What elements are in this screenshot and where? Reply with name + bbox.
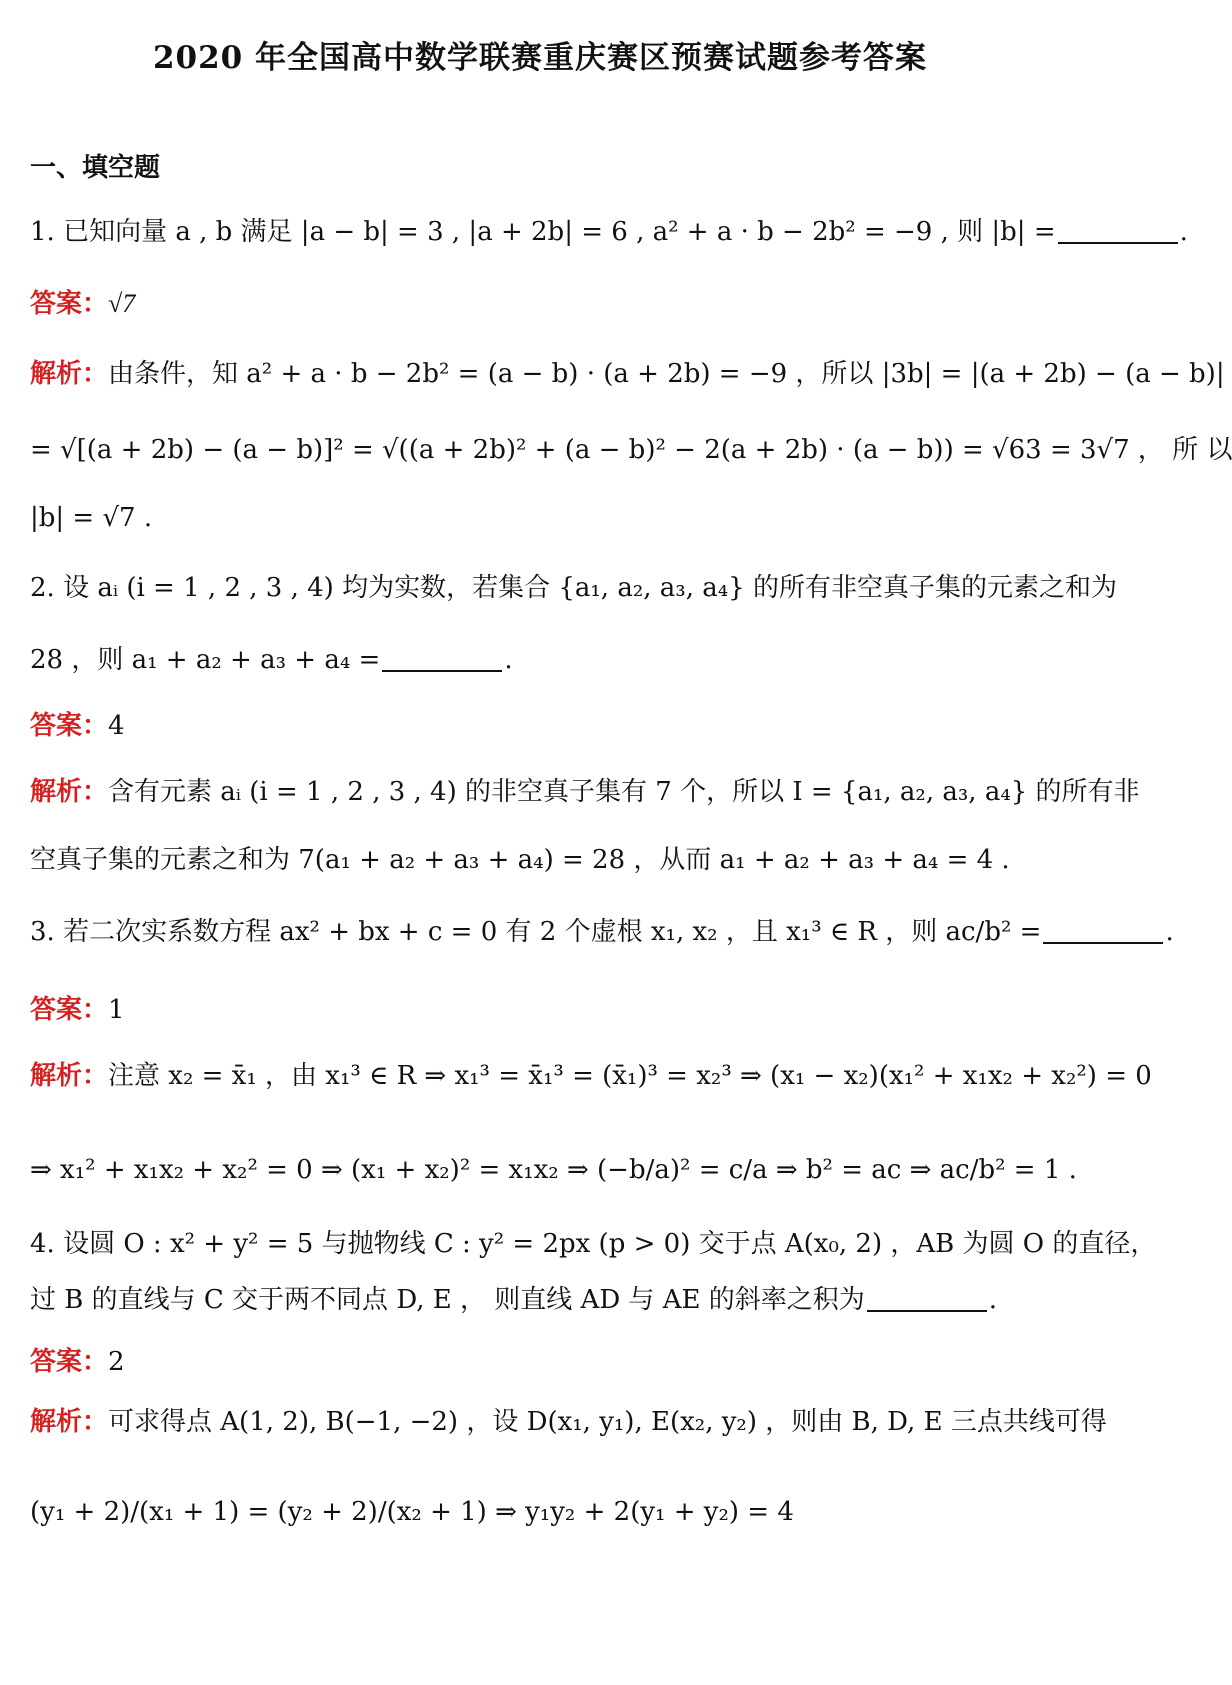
problem-text: 1. 已知向量 a , b 满足 |a − b| = 3 , |a + 2b| = 6 , a² + a · b − 2b² = −9 , 则 |b| = (30, 217, 1056, 247)
answer-label: 答案： (30, 289, 109, 319)
answer-blank (867, 1284, 987, 1312)
problem-1-solution (30, 354, 1225, 394)
answer-label: 答案： (30, 995, 109, 1025)
answer-label: 答案： (30, 711, 109, 741)
problem-2-statement-cont: 28 ，则 a₁ + a₂ + a₃ + a₄ = . (30, 645, 513, 675)
problem-4-answer (30, 1342, 1062, 1382)
problem-4-solution (30, 1402, 1107, 1442)
problem-1-answer (30, 284, 1062, 324)
problem-1-solution-cont: |b| = √7 . (30, 503, 153, 533)
problem-4-statement: 4. 设圆 O : x² + y² = 5 与抛物线 C : y² = 2px (p > 0) 交于点 A(x₀, 2) ，AB 为圆 O 的直径， (30, 1229, 1157, 1259)
problem-4-solution-cont: (y₁ + 2)/(x₁ + 1) = (y₂ + 2)/(x₂ + 1) ⇒ y₁y₂ + 2(y₁ + y₂) = 4 (30, 1497, 794, 1527)
document-title: 2020 年全国高中数学联赛重庆赛区预赛试题参考答案 (152, 40, 928, 76)
answer-blank (1043, 916, 1163, 944)
problem-text: 过 B 的直线与 C 交于两不同点 D, E ， 则直线 AD 与 AE 的斜率之积为 (30, 1285, 865, 1315)
problem-3-solution-cont: ⇒ x₁² + x₁x₂ + x₂² = 0 ⇒ (x₁ + x₂)² = x₁x₂ ⇒ (−b/a)² = c/a ⇒ b² = ac ⇒ ac/b² = 1 . (30, 1155, 1077, 1185)
answer-label: 答案： (30, 1347, 109, 1377)
answer-blank (382, 644, 502, 672)
answer-blank (1058, 216, 1178, 244)
problem-3-answer (30, 990, 1062, 1030)
problem-2-answer (30, 706, 1062, 746)
solution-text: 由条件，知 a² + a · b − 2b² = (a − b) · (a + 2b) = −9 ，所以 |3b| = |(a + 2b) − (a − b)| (108, 359, 1225, 389)
solution-label: 解析： (30, 359, 109, 389)
solution-text: 可求得点 A(1, 2), B(−1, −2) ，设 D(x₁, y₁), E(x₂, y₂) ，则由 B, D, E 三点共线可得 (108, 1407, 1107, 1437)
answer-value: 2 (108, 1347, 125, 1377)
solution-label: 解析： (30, 777, 109, 807)
problem-1-solution-cont: = √[(a + 2b) − (a − b)]² = √((a + 2b)² + (a − b)² − 2(a + 2b) · (a − b)) = √63 = 3√7 ， 所 以 (30, 435, 1232, 465)
problem-2-solution (30, 772, 1140, 812)
problem-3-solution (30, 1056, 1152, 1096)
section-heading: 一、填空题 (30, 153, 161, 183)
problem-4-statement-cont: 过 B 的直线与 C 交于两不同点 D, E ， 则直线 AD 与 AE 的斜率之积为 . (30, 1285, 997, 1315)
problem-2-solution-cont: 空真子集的元素之和为 7(a₁ + a₂ + a₃ + a₄) = 28 ，从而 a₁ + a₂ + a₃ + a₄ = 4 . (30, 845, 1010, 875)
solution-text: 含有元素 aᵢ (i = 1 , 2 , 3 , 4) 的非空真子集有 7 个，所以 I = {a₁, a₂, a₃, a₄} 的所有非 (108, 777, 1140, 807)
solution-label: 解析： (30, 1061, 109, 1091)
problem-text: 28 ，则 a₁ + a₂ + a₃ + a₄ = (30, 645, 381, 675)
problem-1-statement: 1. 已知向量 a , b 满足 |a − b| = 3 , |a + 2b| = 6 , a² + a · b − 2b² = −9 , 则 |b| = . (30, 217, 1188, 247)
answer-value: 4 (108, 711, 125, 741)
solution-text: 注意 x₂ = x̄₁ ，由 x₁³ ∈ R ⇒ x₁³ = x̄₁³ = (x̄₁)³ = x₂³ ⇒ (x₁ − x₂)(x₁² + x₁x₂ + x₂²) = 0 (108, 1061, 1152, 1091)
answer-value: √7 (108, 289, 136, 318)
problem-text: 3. 若二次实系数方程 ax² + bx + c = 0 有 2 个虚根 x₁, x₂ ，且 x₁³ ∈ R ，则 ac/b² = (30, 917, 1042, 947)
answer-value: 1 (108, 995, 125, 1025)
solution-label: 解析： (30, 1407, 109, 1437)
problem-2-statement: 2. 设 aᵢ (i = 1 , 2 , 3 , 4) 均为实数，若集合 {a₁, a₂, a₃, a₄} 的所有非空真子集的元素之和为 (30, 573, 1117, 603)
problem-3-statement: 3. 若二次实系数方程 ax² + bx + c = 0 有 2 个虚根 x₁, x₂ ，且 x₁³ ∈ R ，则 ac/b² = . (30, 917, 1174, 947)
